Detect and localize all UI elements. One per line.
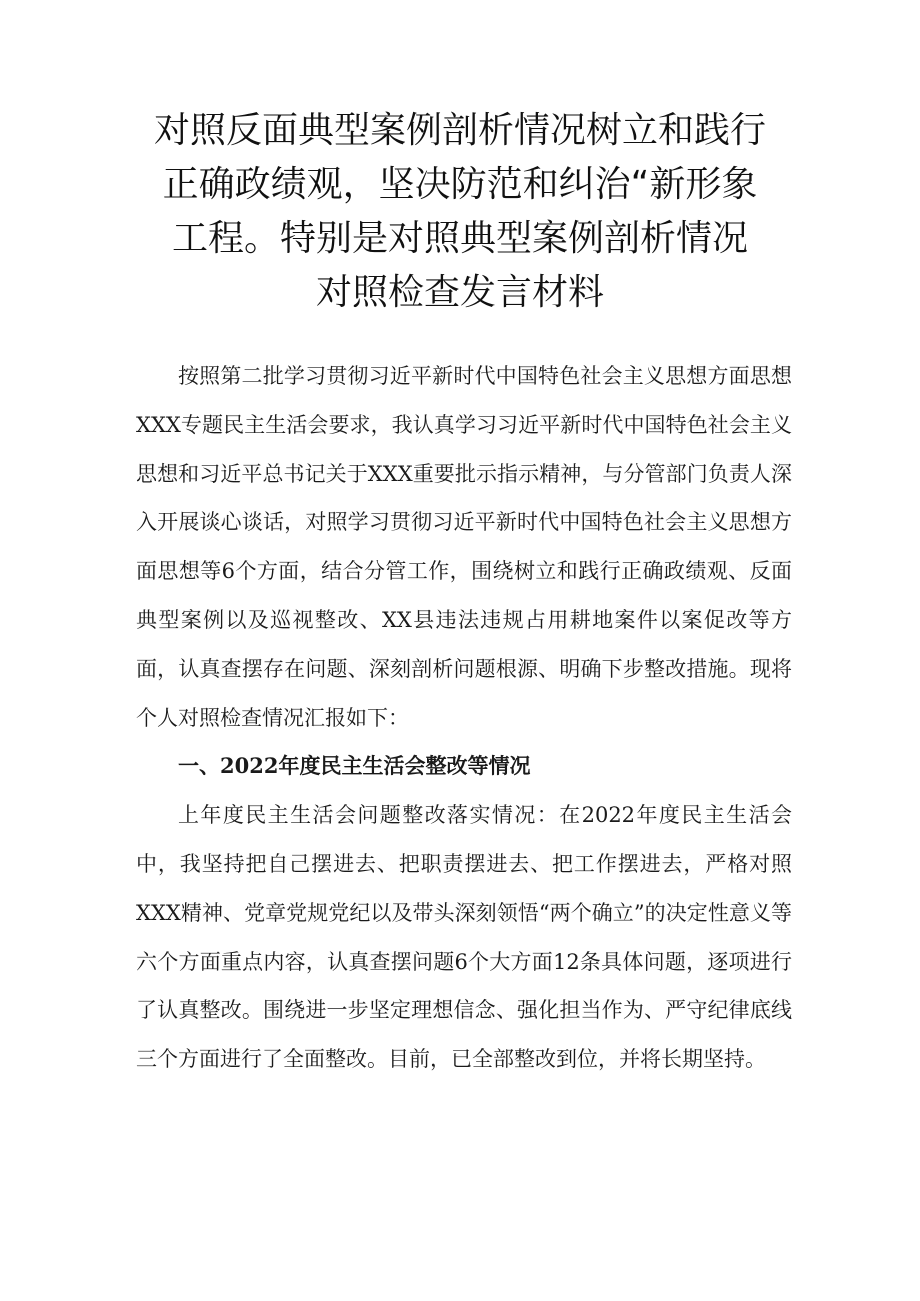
- title-line-1: 对照反面典型案例剖析情况树立和践行: [153, 110, 766, 151]
- document-body: [136, 352, 792, 1084]
- intro-paragraph: 按照第二批学习贯彻习近平新时代中国特色社会主义思想方面思想XXX专题民主生活会要求，我认真学习习近平新时代中国特色社会主义思想和习近平总书记关于XXX重要批示指示精神，与分管部门负责人深入开展谈心谈话，对照学习贯彻习近平新时代中国特色社会主义思想方面思想等6个方面，结合分管工作，围绕树立和践行正确政绩观、反面典型案例以及巡视整改、XX县违法违规占用耕地案件以案促改等方面，认真查摆存在问题、深刻剖析问题根源、明确下步整改措施。现将个人对照检查情况汇报如下：: [136, 364, 792, 730]
- section-heading: 一、2022年度民主生活会整改等情况: [178, 753, 531, 779]
- section-paragraph: 上年度民主生活会问题整改落实情况：在2022年度民主生活会中，我坚持把自己摆进去、把职责摆进去、把工作摆进去，严格对照XXX精神、党章党规党纪以及带头深刻领悟“两个确立”的决定性意义等六个方面重点内容，认真查摆问题6个大方面12条具体问题，逐项进行了认真整改。围绕进一步坚定理想信念、强化担当作为、严守纪律底线三个方面进行了全面整改。目前，已全部整改到位，并将长期坚持。: [136, 803, 792, 1072]
- title-line-3: 工程。特别是对照典型案例剖析情况: [171, 218, 748, 259]
- title-line-4: 对照检查发言材料: [315, 272, 604, 313]
- title-line-2: 正确政绩观，坚决防范和纠治“新形象: [162, 164, 758, 205]
- document-title: [120, 104, 800, 320]
